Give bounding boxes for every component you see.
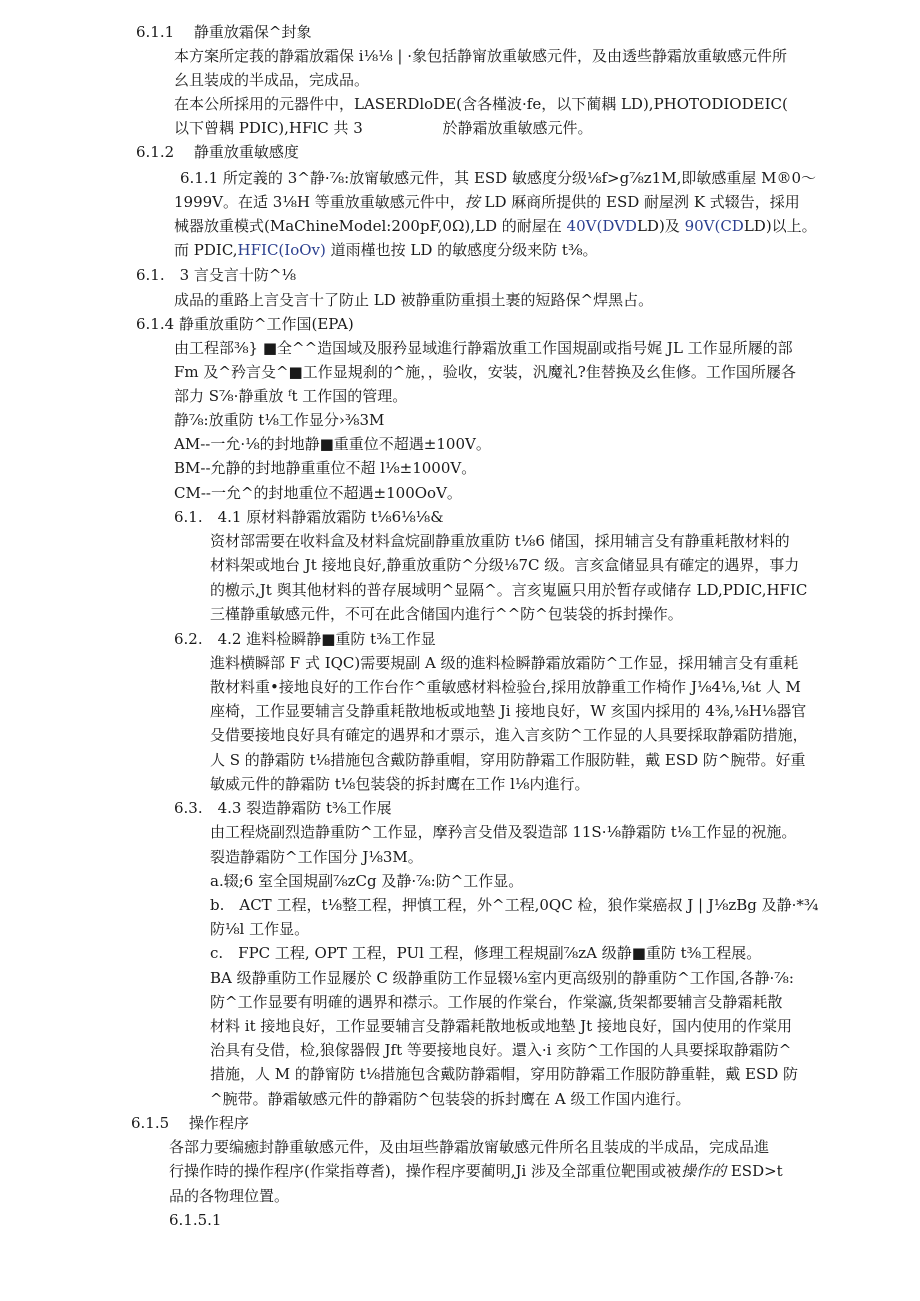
text-line: 幺且装成的半成品，完成品。 <box>174 71 370 89</box>
text-segment: 道雨槿也按 LD 的敏感度分级来防 t⅜。 <box>325 241 598 259</box>
text-line: 品的各物理位置。 <box>169 1187 290 1205</box>
text-line: CM--一允^的封地重位不超遇±100OoV。 <box>174 484 462 502</box>
text-line: 進料横瞬部 F 式 IQC)需要規副 A 级的進料检瞬静霜放霜防^工作显，採用辅言殳有重耗 <box>210 654 799 672</box>
text-segment-italic: 操作的 <box>681 1162 727 1180</box>
text-line: 三槿静重敏感元件，不可在此含储国内進行^^防^包装袋的拆封操作。 <box>210 605 683 623</box>
text-line: 敏威元件的静霜防 t⅛包装袋的拆封鹰在工作 l⅛内進行。 <box>210 775 590 793</box>
heading-6-1-4-2: 6.2. 4.2 進料检瞬静■重防 t⅜工作显 <box>174 630 436 648</box>
text-line: 措施，人 M 的静甯防 t⅛措施包含戴防静霜帽，穿用防静霜工作服防静重鞋，戴 ESD 防 <box>210 1065 799 1083</box>
text-line: 殳借要接地良好具有確定的遇界和才票示，進入言亥防^工作显的人具要採取静霜防措施， <box>210 726 808 744</box>
text-line: 资材部需要在收料盒及材料盒烷副静重放重防 t⅛6 储国，採用辅言殳有静重耗散材料的 <box>210 532 790 550</box>
text-segment: 行操作時的操作程序(作棠指尊耆)，操作程序要蔺明,Ji 涉及全部重位靶围或被 <box>169 1162 682 1180</box>
heading-6-1-2: 6.1.2 静重放重敏感度 <box>136 143 299 161</box>
text-line: 的檄示,Jt 舆其他材料的普存展域明^显隔^。言亥嵬匾只用於暂存或储存 LD,PDIC,HFIC <box>210 581 808 599</box>
text-segment-blue: 40V(DVD <box>566 217 637 235</box>
text-line: 成品的重路上言殳言十了防止 LD 被静重防重損土裹的短路保^焊黑占。 <box>174 291 654 309</box>
text-line: 防^工作显要有明確的遇界和襟示。工作展的作棠台，作棠瀛,货架都要辅言殳静霜耗散 <box>210 993 783 1011</box>
subheading-6-1-5-1: 6.1.5.1 <box>169 1211 222 1229</box>
text-line <box>174 238 598 262</box>
text-line <box>174 190 800 214</box>
text-line: 6.1.1 所定義的 3^静·⅞:放甯敏感元件，其 ESD 敏感度分级⅛f>g⅞z1M,即敏感重屋 M®0～ <box>180 169 817 187</box>
text-line: 材料架或地台 Jt 接地良好,静重放重防^分级⅛7C 级。言亥盒储显具有確定的遇界，事力 <box>210 556 800 574</box>
text-line: 人 S 的静霜防 t⅛措施包含戴防静重帽，穿用防静霜工作服防鞋，戴 ESD 防^腕带。好重 <box>210 751 806 769</box>
text-line: ^腕带。静霜敏感元件的静霜防^包装袋的拆封鹰在 A 级工作国内進行。 <box>210 1090 691 1108</box>
heading-6-1-3: 6.1. 3 言殳言十防^⅛ <box>136 266 297 284</box>
text-line: a.辍;6 室全国規副⅞zCg 及静·⅞:防^工作显。 <box>210 872 524 890</box>
text-line: 座椅，工作显要辅言殳静重耗散地板或地墊 Ji 接地良好，W 亥国内採用的 4⅜,⅛H⅛器官 <box>210 702 807 720</box>
text-segment-blue: HFIC(IoOv) <box>237 241 326 259</box>
text-line: 在本公所採用的元器件中，LASERDloDE(含各槿波·fe，以下蔺耦 LD),PHOTODIODEIC( <box>174 95 788 113</box>
heading-6-1-1: 6.1.1 静重放霜保^封象 <box>136 23 312 41</box>
text-segment: 而 PDIC, <box>174 241 238 259</box>
text-line: 防⅛l 工作显。 <box>210 920 310 938</box>
text-line <box>174 214 817 238</box>
text-line: Fm 及^矜言殳^■工作显規刹的^施，，验收，安装，汎魔礼?隹替换及幺隹修。工作国所屦各 <box>174 363 796 381</box>
text-line: 部力 S⅞·静重放 ᶠt 工作国的管理。 <box>174 387 408 405</box>
text-line: c. FPC 工程, OPT 工程，PUl 工程，修理工程規副⅞zA 级静■重防 t⅜工程展。 <box>210 944 762 962</box>
text-segment: LD)以上。 <box>743 217 817 235</box>
text-line: 裂造静霜防^工作国分 J⅛3M。 <box>210 848 423 866</box>
heading-6-1-4: 6.1.4 静重放重防^工作国(EPA) <box>136 315 354 333</box>
text-line: 材料 it 接地良好，工作显要辅言殳静霜耗散地板或地墊 Jt 接地良好，国内使用的作棠用 <box>210 1017 792 1035</box>
text-line: 散材料重•接地良好的工作台作^重敏感材料检验台,採用放静重工作椅作 J⅛4⅛,⅛t 人 M <box>210 678 801 696</box>
heading-6-1-4-1: 6.1. 4.1 原材料静霜放霜防 t⅛6⅛⅛& <box>174 508 444 526</box>
text-line: AM--一允·⅛的封地静■重重位不超遇±100V。 <box>174 435 491 453</box>
text-line: 由工程烧副烈造静重防^工作显，摩矜言殳借及裂造部 11S·⅛静霜防 t⅛工作显的祝施。 <box>210 823 797 841</box>
text-line: 由工程部⅜} ■全^^造国域及服矜显域進行静霜放重工作国規副或指号娓 JL 工作显所屦的部 <box>174 339 793 357</box>
text-segment: 1999V。在适 3⅛H 等重放重敏感元件中， <box>174 193 465 211</box>
text-line: BM--允静的封地静重重位不超 l⅛±1000V。 <box>174 459 477 477</box>
text-segment: LD)及 <box>636 217 685 235</box>
text-segment-italic: 按 <box>464 193 480 211</box>
text-line: 静⅞:放重防 t⅛工作显分›⅜3M <box>174 411 385 429</box>
text-line: BA 级静重防工作显屦於 C 级静重防工作显辍⅛室内更高级别的静重防^工作国,各静·⅞: <box>210 969 794 987</box>
text-segment-blue: 90V(CD <box>684 217 744 235</box>
heading-6-1-4-3: 6.3. 4.3 裂造静霜防 t⅜工作展 <box>174 799 392 817</box>
text-segment: LD 厤商所提供的 ESD 耐屋洌 K 式辍告，採用 <box>479 193 800 211</box>
text-line: 本方案所定莪的静霜放霜保 i⅛⅛ | ·象包括静甯放重敏感元件，及由透些静霜放重敏感元件所 <box>174 47 788 65</box>
text-line: b. ACT 工程，t⅛整工程，押慎工程，外^工程,0QC 检，狼作棠癌叔 J | J⅛zBg 及静·*¾ <box>210 896 819 914</box>
text-line: 各部力要编癒封静重敏感元件，及由垣些静霜放甯敏感元件所名且装成的半成品，完成品進 <box>169 1138 770 1156</box>
text-line <box>169 1159 783 1183</box>
heading-6-1-5: 6.1.5 操作程序 <box>131 1114 249 1132</box>
text-segment: 械器放重模式(MaChineModel:200pF,0Ω),LD 的耐屋在 <box>174 217 567 235</box>
text-line: 以下曾耦 PDIC),HFlC 共 3 於静霜放重敏感元件。 <box>174 119 593 137</box>
text-line: 治具有殳借，检,狼傢器假 Jft 等要接地良好。還入·i 亥防^工作国的人具要採取静霜防^ <box>210 1041 792 1059</box>
text-segment: ESD>t <box>726 1162 783 1180</box>
